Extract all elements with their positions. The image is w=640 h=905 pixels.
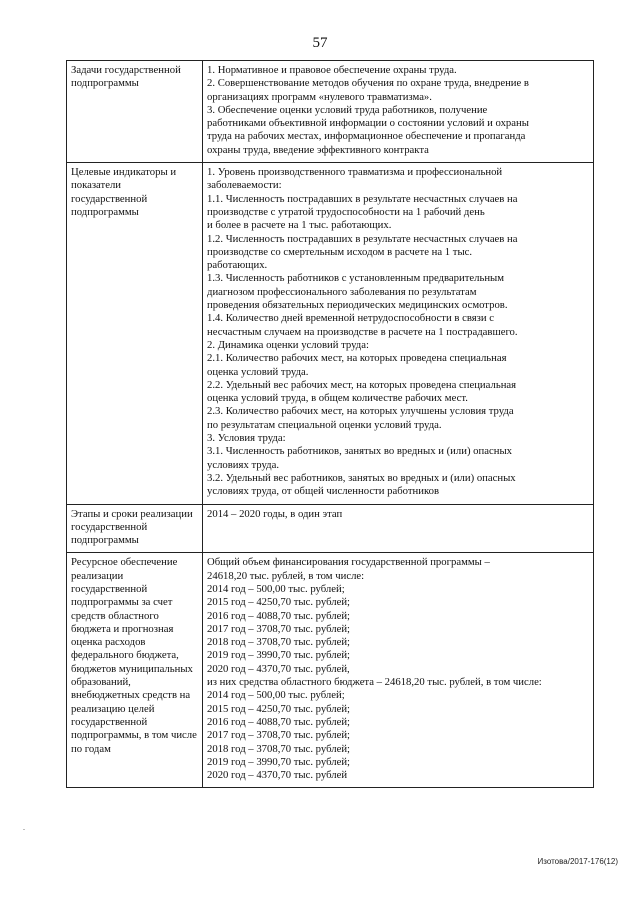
content-line: 2016 год – 4088,70 тыс. рублей; <box>207 715 351 728</box>
content-line: Общий объем финансирования государственной программы – <box>207 556 490 569</box>
content-line: оценка условий труда, в общем количестве рабочих мест. <box>207 392 468 405</box>
row-content-stages <box>203 504 594 553</box>
content-line: 3.1. Численность работников, занятых во вредных и (или) опасных <box>207 445 512 458</box>
content-line: 1.3. Численность работников с установленным предварительным <box>207 272 504 285</box>
content-line: 2020 год – 4370,70 тыс. рублей, <box>207 662 350 675</box>
table-row-indicators <box>67 163 594 504</box>
row-label-tasks: Задачи государственной подпрограммы <box>67 61 203 163</box>
content-line: 2019 год – 3990,70 тыс. рублей; <box>207 755 351 768</box>
content-line: 2016 год – 4088,70 тыс. рублей; <box>207 609 351 622</box>
content-line: 2.2. Удельный вес рабочих мест, на которых проведена специальная <box>207 378 517 391</box>
content-line: 2. Совершенствование методов обучения по охране труда, внедрение в <box>207 77 529 90</box>
content-line: 2. Динамика оценки условий труда: <box>207 338 369 351</box>
content-line: 2015 год – 4250,70 тыс. рублей; <box>207 596 351 609</box>
content-line: диагнозом профессионального заболевания по результатам <box>207 285 477 298</box>
row-content-funding <box>203 553 594 788</box>
content-line: проведения обязательных периодических медицинских осмотров. <box>207 299 508 312</box>
footer-document-code: Изотова/2017-176(12) <box>537 857 618 866</box>
content-line: труда на рабочих местах, информационное обеспечение и пропаганда <box>207 130 526 143</box>
subprogram-passport-table <box>66 60 594 788</box>
content-line: 2018 год – 3708,70 тыс. рублей; <box>207 636 351 649</box>
content-line: 2014 – 2020 годы, в один этап <box>207 507 343 520</box>
content-line: 1.4. Количество дней временной нетрудоспособности в связи с <box>207 312 495 325</box>
content-line: работниками объективной информации о состоянии условий и охраны <box>207 117 529 130</box>
content-line: из них средства областного бюджета – 24618,20 тыс. рублей, в том числе: <box>207 676 542 689</box>
content-line: 1. Нормативное и правовое обеспечение охраны труда. <box>207 64 457 76</box>
content-line: 2014 год – 500,00 тыс. рублей; <box>207 689 345 702</box>
content-line: 3. Обеспечение оценки условий труда работников, получение <box>207 103 488 116</box>
content-line: организациях программ «нулевого травматизма». <box>207 90 432 103</box>
content-line: охраны труда, введение эффективного контракта <box>207 143 429 156</box>
content-line: несчастным случаем на производстве в расчете на 1 пострадавшего. <box>207 325 518 338</box>
content-line: 2020 год – 4370,70 тыс. рублей <box>207 769 348 782</box>
table-row-stages <box>67 504 594 553</box>
content-line: работающих. <box>207 259 268 272</box>
table-row-funding <box>67 553 594 788</box>
content-line: производстве со смертельным исходом в расчете на 1 тыс. <box>207 245 473 258</box>
content-line: оценка условий труда. <box>207 365 309 378</box>
row-label-funding: Ресурсное обеспечение реализации государственной подпрограммы за счет средств областного бюджета и прогнозная оценка расходов федерального бюджета, бюджетов муниципальных образований, внебюджетных средств на реализацию целей государственной подпрограммы, в том числе по годам <box>67 553 203 788</box>
content-line: 24618,20 тыс. рублей, в том числе: <box>207 569 365 582</box>
content-line: 2017 год – 3708,70 тыс. рублей; <box>207 729 351 742</box>
row-label-indicators: Целевые индикаторы и показатели государственной подпрограммы <box>67 163 203 504</box>
content-line: 1. Уровень производственного травматизма и профессиональной <box>207 166 503 179</box>
content-line: 2018 год – 3708,70 тыс. рублей; <box>207 742 351 755</box>
row-label-stages: Этапы и сроки реализации государственной подпрограммы <box>67 504 203 553</box>
content-line: 2014 год – 500,00 тыс. рублей; <box>207 582 345 595</box>
content-line: 1.1. Численность пострадавших в результате несчастных случаев на <box>207 192 518 205</box>
content-line: 2019 год – 3990,70 тыс. рублей; <box>207 649 351 662</box>
content-line: 3. Условия труда: <box>207 432 286 445</box>
margin-mark: . <box>23 823 25 832</box>
content-line: 3.2. Удельный вес работников, занятых во вредных и (или) опасных <box>207 471 516 484</box>
content-line: 2015 год – 4250,70 тыс. рублей; <box>207 702 351 715</box>
content-line: 2.3. Количество рабочих мест, на которых улучшены условия труда <box>207 405 514 418</box>
content-line: 1.2. Численность пострадавших в результате несчастных случаев на <box>207 232 518 245</box>
content-line: 2.1. Количество рабочих мест, на которых проведена специальная <box>207 352 507 365</box>
content-line: условиях труда. <box>207 458 279 471</box>
content-line: заболеваемости: <box>207 179 282 192</box>
content-line: производстве с утратой трудоспособности на 1 рабочий день <box>207 205 485 218</box>
content-line: по результатам специальной оценки условий труда. <box>207 418 442 431</box>
table-row-tasks <box>67 61 594 163</box>
content-line: и более в расчете на 1 тыс. работающих. <box>207 219 392 232</box>
content-line: 2017 год – 3708,70 тыс. рублей; <box>207 622 351 635</box>
row-content-indicators <box>203 163 594 504</box>
page-number: 57 <box>312 35 328 51</box>
row-content-tasks <box>203 61 594 163</box>
content-line: условиях труда, от общей численности работников <box>207 485 439 498</box>
